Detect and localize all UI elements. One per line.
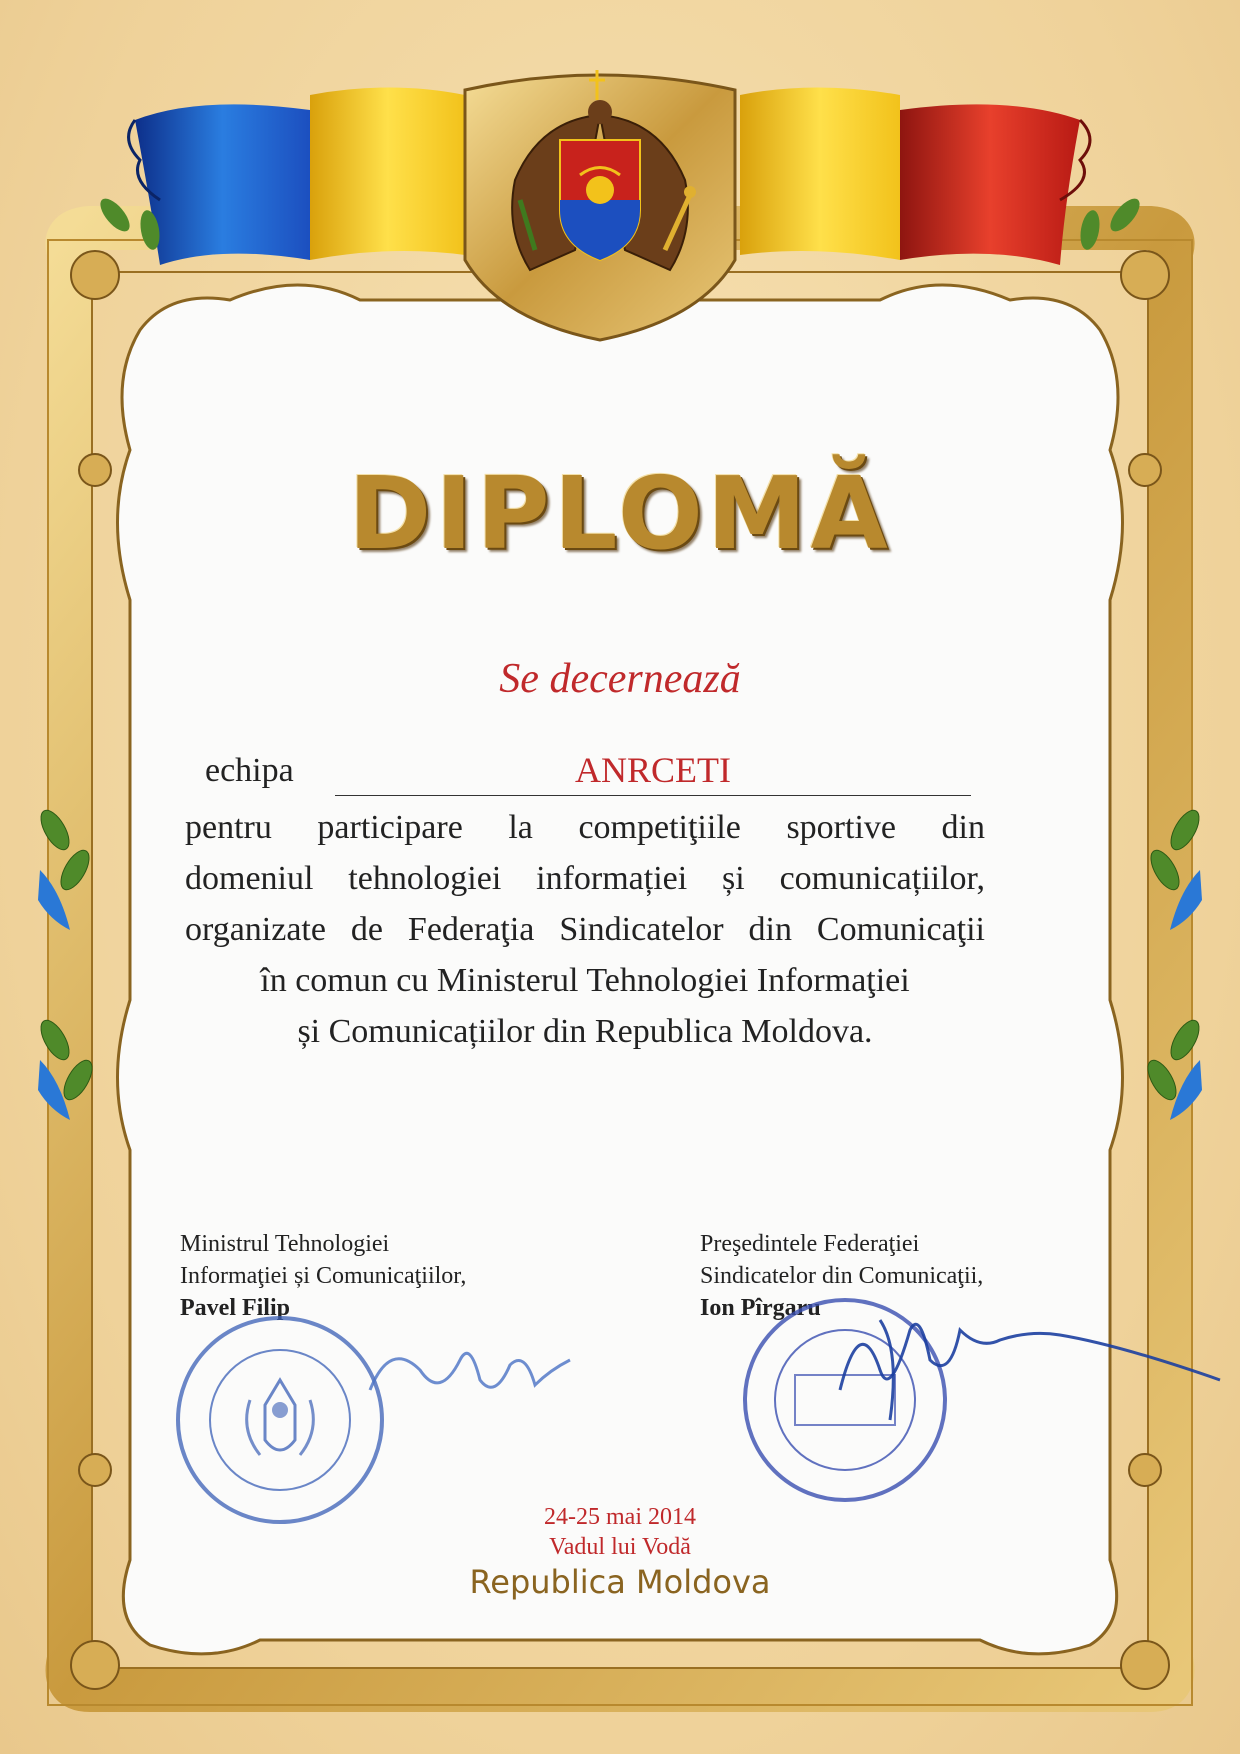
body-line: și Comunicațiilor din Republica Moldova. xyxy=(297,1013,873,1050)
coat-of-arms xyxy=(465,70,735,340)
event-date: 24-25 mai 2014 xyxy=(544,1504,696,1530)
left-sig-name: Pavel Filip xyxy=(180,1295,290,1321)
right-sig-title-1: Preşedintele Federaţiei xyxy=(700,1231,920,1257)
left-sig-title-1: Ministrul Tehnologiei xyxy=(180,1231,390,1257)
event-place: Vadul lui Vodă xyxy=(549,1534,691,1560)
team-underline xyxy=(335,795,971,796)
body-line: domeniul tehnologiei informației și comunicațiilor, xyxy=(185,860,985,897)
left-sig-title-2: Informaţiei și Comunicaţiilor, xyxy=(180,1263,467,1289)
award-reason xyxy=(185,802,985,1057)
right-handwritten-signature xyxy=(820,1290,1240,1440)
right-sig-name: Ion Pîrgaru xyxy=(700,1295,821,1321)
team-label: echipa xyxy=(205,752,294,789)
right-sig-title-2: Sindicatelor din Comunicaţii, xyxy=(700,1263,984,1289)
country-name: Republica Moldova xyxy=(469,1563,771,1601)
left-handwritten-signature xyxy=(360,1310,580,1430)
body-line: pentru participare la competiţiile sportive din xyxy=(185,809,985,846)
awarded-subtitle: Se decernează xyxy=(499,656,741,702)
event-date-place xyxy=(0,1502,1240,1562)
body-line: în comun cu Ministerul Tehnologiei Informaţiei xyxy=(260,962,910,999)
team-name: ANRCETI xyxy=(575,750,731,790)
diploma-title: DIPLOMĂ xyxy=(348,455,892,572)
body-line: organizate de Federaţia Sindicatelor din Comunicaţii xyxy=(185,911,985,948)
